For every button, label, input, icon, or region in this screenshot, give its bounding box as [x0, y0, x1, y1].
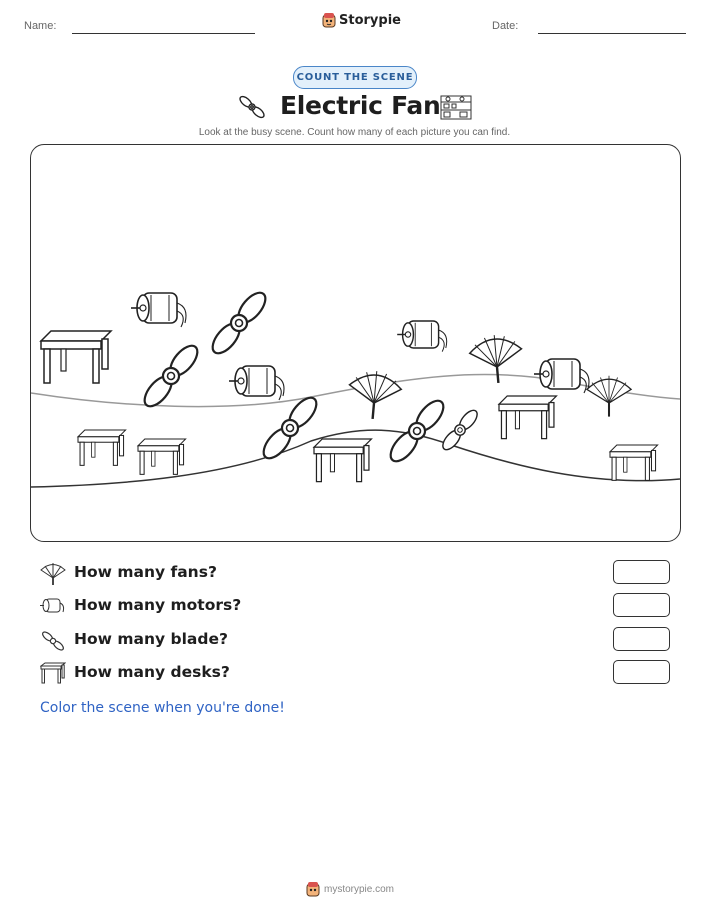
answer-box-blades[interactable] — [613, 627, 670, 651]
busy-scene — [30, 144, 681, 542]
question-row-blades — [40, 627, 670, 653]
electric-fan-scene-icon — [440, 93, 472, 125]
blade-5 — [440, 407, 481, 452]
name-line[interactable] — [72, 33, 255, 34]
hand-fan-3 — [587, 376, 631, 417]
activity-badge: COUNT THE SCENE — [293, 66, 417, 89]
desk-icon — [40, 662, 66, 688]
storypie-mascot-icon — [306, 881, 320, 897]
storypie-mascot-icon — [322, 12, 336, 28]
brand-logo — [322, 12, 401, 28]
question-row-desks — [40, 660, 670, 686]
footer-url: mystorypie.com — [324, 883, 395, 895]
blade-2 — [208, 288, 271, 358]
motor-4 — [534, 359, 589, 393]
desk-6 — [610, 445, 658, 480]
desk-5 — [499, 396, 556, 439]
hand-fan-2 — [468, 333, 524, 385]
question-desks: How many desks? — [74, 663, 230, 681]
answer-box-motors[interactable] — [613, 593, 670, 617]
name-label: Name: — [24, 20, 57, 32]
footer — [306, 881, 394, 897]
date-line[interactable] — [538, 33, 686, 34]
instructions: Look at the busy scene. Count how many of each picture you can find. — [198, 127, 511, 138]
answer-box-fans[interactable] — [613, 560, 670, 584]
desk-1 — [41, 331, 111, 383]
motor-icon — [40, 595, 66, 621]
page-title: Electric Fan — [280, 91, 441, 120]
hand-fan-icon — [40, 562, 66, 590]
motor-1 — [131, 293, 186, 327]
question-motors: How many motors? — [74, 596, 242, 614]
brand-name: Storypie — [339, 12, 401, 28]
desk-4 — [314, 439, 371, 482]
question-blades: How many blade? — [74, 630, 228, 648]
desk-2 — [78, 430, 126, 465]
motor-2 — [229, 366, 284, 400]
closing-instruction: Color the scene when you're done! — [40, 700, 285, 716]
hand-fan-1 — [347, 369, 403, 421]
blade-1 — [140, 341, 203, 411]
question-row-motors — [40, 593, 670, 619]
answer-box-desks[interactable] — [613, 660, 670, 684]
question-fans: How many fans? — [74, 563, 217, 581]
fan-blade-icon — [40, 629, 66, 657]
desk-3 — [138, 439, 186, 474]
motor-3 — [397, 321, 447, 352]
question-row-fans — [40, 560, 670, 586]
fan-blade-icon — [239, 93, 265, 125]
date-label: Date: — [492, 20, 519, 32]
